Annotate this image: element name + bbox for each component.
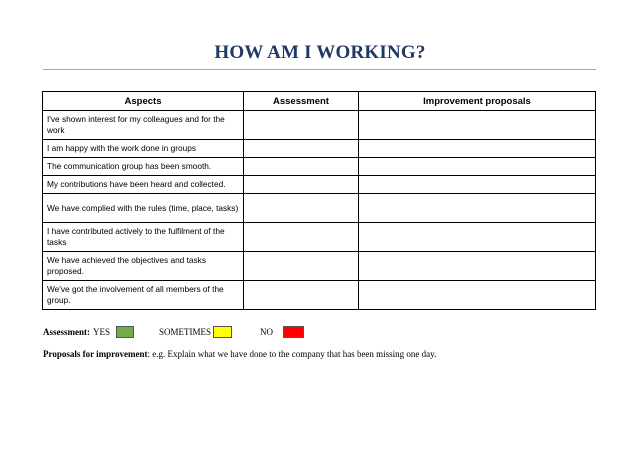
assessment-cell[interactable] [244,158,359,176]
proposal-cell[interactable] [359,194,596,223]
assessment-cell[interactable] [244,194,359,223]
header-improvement-proposals: Improvement proposals [359,92,596,111]
table-row [43,223,596,252]
assessment-cell[interactable] [244,140,359,158]
proposal-cell[interactable] [359,252,596,281]
legend-yes-label: YES [93,327,111,337]
proposal-cell[interactable] [359,158,596,176]
proposal-cell[interactable] [359,140,596,158]
aspect-cell: I am happy with the work done in groups [43,140,244,158]
table-row [43,111,596,140]
table-row [43,158,596,176]
assessment-cell[interactable] [244,252,359,281]
header-aspects: Aspects [43,92,244,111]
table-row [43,194,596,223]
legend-label: Assessment: [43,327,90,337]
aspect-cell: I've shown interest for my colleagues and for the work [43,111,244,140]
proposals-note [43,349,436,359]
aspect-cell: The communication group has been smooth. [43,158,244,176]
assessment-cell[interactable] [244,281,359,310]
table-row [43,281,596,310]
proposals-text: : e.g. Explain what we have done to the company that has been missing one day. [147,349,437,359]
assessment-table [42,91,596,310]
assessment-legend [43,327,603,341]
title-divider [43,69,596,70]
assessment-cell[interactable] [244,176,359,194]
table-header-row [43,92,596,111]
no-color-swatch [283,326,304,338]
proposals-label: Proposals for improvement [43,349,148,359]
proposal-cell[interactable] [359,176,596,194]
header-assessment: Assessment [244,92,359,111]
page-title: HOW AM I WORKING? [214,42,426,63]
aspect-cell: My contributions have been heard and collected. [43,176,244,194]
aspect-cell: We have complied with the rules (time, place, tasks) [43,194,244,223]
aspect-cell: We have achieved the objectives and tasks proposed. [43,252,244,281]
proposal-cell[interactable] [359,281,596,310]
table-row [43,176,596,194]
aspect-cell: I have contributed actively to the fulfilment of the tasks [43,223,244,252]
proposal-cell[interactable] [359,223,596,252]
table-row [43,140,596,158]
proposal-cell[interactable] [359,111,596,140]
table-row [43,252,596,281]
legend-sometimes-label: SOMETIMES [159,327,212,337]
assessment-cell[interactable] [244,111,359,140]
assessment-cell[interactable] [244,223,359,252]
legend-no-label: NO [260,327,273,337]
aspect-cell: We've got the involvement of all members of the group. [43,281,244,310]
yes-color-swatch [116,326,134,338]
sometimes-color-swatch [213,326,232,338]
